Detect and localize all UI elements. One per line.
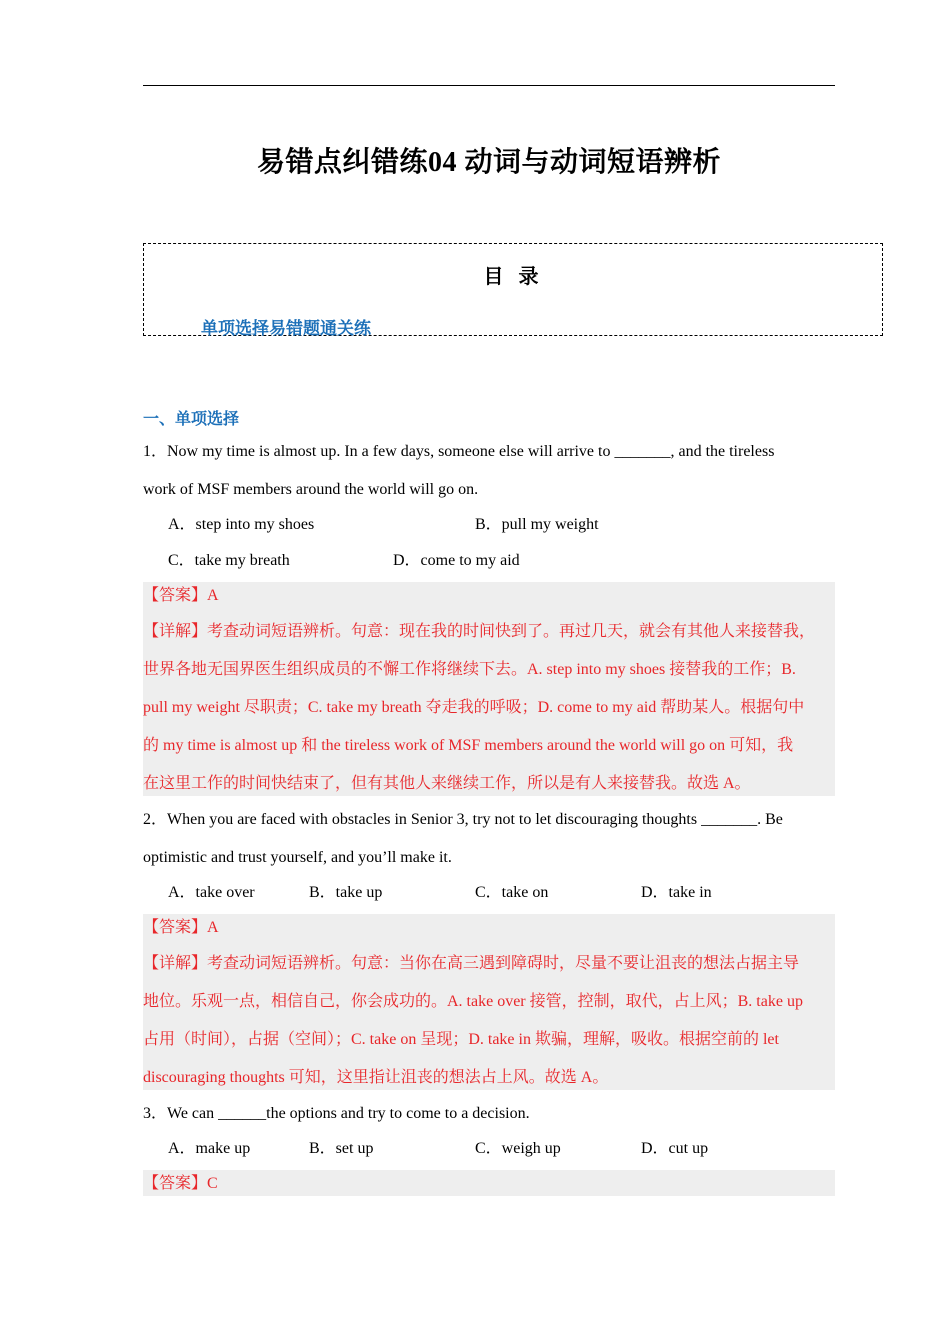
- q2-stem-line1: 2．When you are faced with obstacles in Senior 3, try not to let discouraging thoughts _______. Be: [143, 811, 783, 828]
- q2-detail-line: discouraging thoughts 可知，这里指让沮丧的想法占上风。故选 A。: [143, 1069, 609, 1086]
- top-rule: [143, 85, 835, 86]
- q2-option-b: B．take up: [309, 884, 383, 901]
- section-heading: 一、单项选择: [143, 409, 240, 428]
- q1-detail-line: 在这里工作的时间快结束了，但有其他人来继续工作，所以是有人来接替我。故选 A。: [143, 775, 751, 792]
- toc-item-link[interactable]: 单项选择易错题通关练: [201, 319, 371, 339]
- q3-option-c: C．weigh up: [475, 1140, 561, 1157]
- table-of-contents: [143, 243, 883, 339]
- q2-option-a: A．take over: [168, 884, 255, 901]
- q1-answer-block: [143, 582, 835, 796]
- q2-option-c: C．take on: [475, 884, 549, 901]
- q1-answer: 【答案】A: [143, 587, 219, 604]
- q1-option-d: D．come to my aid: [393, 552, 520, 569]
- q1-detail-line: pull my weight 尽职责；C. take my breath 夺走我的呼吸；D. come to my aid 帮助某人。根据句中: [143, 699, 805, 716]
- q3-option-d: D．cut up: [641, 1140, 709, 1157]
- q3-option-a: A．make up: [168, 1140, 251, 1157]
- q3-stem-line1: 3．We can ______the options and try to come to a decision.: [143, 1105, 530, 1122]
- page-title: 易错点纠错练04 动词与动词短语辨析: [256, 147, 721, 178]
- q2-detail-line: 占用（时间），占据（空间）；C. take on 呈现；D. take in 欺骗，理解，吸收。根据空前的 let: [143, 1031, 779, 1048]
- q2-detail-line: 地位。乐观一点，相信自己，你会成功的。A. take over 接管，控制，取代，占上风；B. take up: [143, 993, 803, 1010]
- q1-option-a: A．step into my shoes: [168, 516, 315, 533]
- q1-stem-line2: work of MSF members around the world will go on.: [143, 481, 479, 498]
- q1-detail-line: 的 my time is almost up 和 the tireless work of MSF members around the world will go on 可知，我: [143, 737, 794, 754]
- toc-heading: 目 录: [483, 264, 543, 288]
- q3-answer: 【答案】C: [143, 1175, 218, 1192]
- q2-answer: 【答案】A: [143, 919, 219, 936]
- q1-option-c: C．take my breath: [168, 552, 290, 569]
- q2-stem-line2: optimistic and trust yourself, and you’ll make it.: [143, 849, 452, 866]
- q3-option-b: B．set up: [309, 1140, 374, 1157]
- q1-stem-line1: 1．Now my time is almost up. In a few days, someone else will arrive to _______, and the tireless: [143, 443, 775, 460]
- q1-option-b: B．pull my weight: [475, 516, 599, 533]
- q2-detail-line: 【详解】考查动词短语辨析。句意：当你在高三遇到障碍时，尽量不要让沮丧的想法占据主导: [143, 955, 800, 972]
- q1-detail-line: 【详解】考查动词短语辨析。句意：现在我的时间快到了。再过几天，就会有其他人来接替我，: [143, 623, 816, 640]
- q1-detail-line: 世界各地无国界医生组织成员的不懈工作将继续下去。A. step into my shoes 接替我的工作；B.: [143, 661, 796, 678]
- q2-option-d: D．take in: [641, 884, 712, 901]
